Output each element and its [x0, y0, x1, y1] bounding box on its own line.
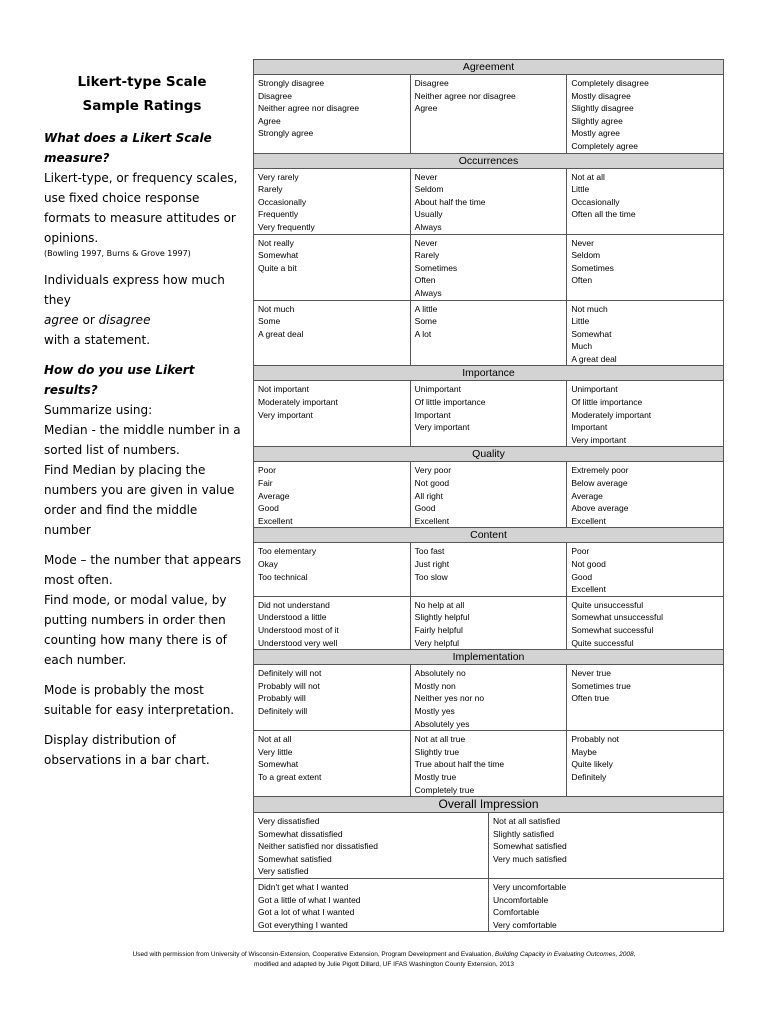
section-header: Implementation	[254, 650, 724, 665]
scale-option: To a great extent	[258, 771, 322, 782]
scale-option: Disagree	[414, 78, 449, 88]
scale-option: Somewhat satisfied	[492, 841, 567, 852]
scale-option: Okay	[258, 559, 278, 569]
scale-option: About half the time	[414, 196, 486, 207]
scale-option: Got everything I wanted	[258, 919, 348, 930]
title-line-1: Likert-type Scale	[77, 74, 207, 90]
scale-row	[254, 731, 724, 797]
scale-option: Sometimes	[571, 262, 614, 273]
scale-cell	[410, 168, 567, 234]
scale-cell	[254, 813, 489, 879]
page-title	[40, 70, 244, 118]
scale-option: Often true	[571, 693, 610, 704]
scale-option: Always	[414, 287, 442, 298]
scale-option: Absolutely no	[414, 668, 466, 679]
scale-option: Got a little of what I wanted	[258, 894, 361, 905]
scale-option: Very important	[258, 409, 313, 420]
scale-cell	[488, 813, 723, 879]
scale-option: Very little	[258, 746, 293, 757]
footer-publication: Building Capacity in Evaluating Outcomes, 2008,	[494, 951, 636, 958]
scale-cell	[567, 731, 724, 797]
scale-option: Not important	[258, 384, 310, 395]
scale-option: Not at all	[258, 734, 292, 745]
scale-option: Neither agree nor disagree	[258, 103, 360, 114]
scale-option: Too elementary	[258, 546, 317, 557]
scale-cell	[254, 596, 411, 649]
scale-option: Important	[414, 409, 451, 420]
median-instructions: Find Median by placing the numbers you are given in value order and find the middle number	[44, 463, 235, 537]
scale-option: Somewhat unsuccessful	[571, 612, 663, 623]
likert-definition: Likert-type, or frequency scales, use fixed choice response formats to measure attitudes or opinions.	[44, 171, 238, 245]
scale-option: Somewhat	[571, 328, 612, 339]
scale-option: Excellent	[414, 515, 450, 526]
scale-option: Excellent	[258, 515, 293, 526]
scale-option: Absolutely yes	[414, 718, 470, 729]
scale-row	[254, 543, 724, 596]
scale-row	[254, 879, 724, 932]
scale-option: Always	[414, 221, 442, 232]
scale-option: Below average	[571, 478, 628, 489]
median-definition: Median - the middle number in a sorted list of numbers.	[44, 423, 241, 457]
scale-cell	[254, 300, 411, 366]
scale-row	[254, 596, 724, 649]
section-header: Overall Impression	[254, 797, 724, 813]
section-header: Content	[254, 528, 724, 543]
scale-option: Somewhat dissatisfied	[258, 828, 343, 839]
scale-cell	[410, 234, 567, 300]
scale-option: Completely disagree	[571, 78, 649, 88]
scale-option: Little	[571, 316, 590, 327]
scale-option: Very important	[571, 434, 627, 445]
scale-option: Understood most of it	[258, 624, 339, 635]
scale-option: Little	[571, 184, 590, 195]
scale-option: No help at all	[414, 599, 465, 610]
scale-row	[254, 234, 724, 300]
scale-cell	[254, 462, 411, 528]
scale-option: Not much	[258, 303, 295, 314]
scale-option: Very rarely	[258, 171, 299, 182]
scale-option: Neither agree nor disagree	[414, 90, 516, 101]
scale-option: Not really	[258, 237, 294, 248]
scale-option: Fairly helpful	[414, 624, 463, 635]
scale-option: Frequently	[258, 209, 299, 220]
ratings-table	[253, 59, 724, 932]
scale-option: Never	[571, 237, 594, 248]
scale-option: Slightly helpful	[414, 612, 470, 623]
footer-permission: Used with permission from University of Wisconsin-Extension, Cooperative Extension, Program Development and Evaluation,	[132, 951, 495, 958]
scale-cell	[410, 75, 567, 154]
footer-line-2: modified and adapted by Julie Pigott Dillard, UF IFAS Washington County Extension, 2013	[254, 961, 514, 968]
scale-option: Good	[414, 503, 436, 514]
scale-option: Good	[571, 571, 593, 582]
scale-option: Never	[414, 237, 438, 248]
scale-option: A little	[414, 303, 438, 314]
disagree-word: disagree	[98, 313, 151, 327]
scale-row	[254, 665, 724, 731]
scale-option: Seldom	[571, 250, 601, 261]
scale-option: Often all the time	[571, 209, 636, 220]
mode-suitability: Mode is probably the most suitable for easy interpretation.	[44, 683, 235, 717]
scale-cell	[410, 731, 567, 797]
scale-option: Very frequently	[258, 221, 315, 232]
scale-cell	[254, 543, 411, 596]
scale-cell	[567, 75, 724, 154]
scale-option: Very helpful	[414, 637, 460, 648]
mode-instructions: Find mode, or modal value, by putting numbers in order then counting how many there is of each number.	[44, 593, 227, 667]
scale-option: Extremely poor	[571, 465, 629, 476]
agree-disagree-text	[44, 270, 244, 350]
scale-row	[254, 813, 724, 879]
scale-option: Somewhat	[258, 759, 299, 770]
mode-definition: Mode – the number that appears most often.	[44, 553, 242, 587]
agree-word: agree	[44, 313, 79, 327]
summarize-text: Summarize using:	[44, 403, 153, 417]
section-header: Occurrences	[254, 153, 724, 168]
scale-option: Not good	[414, 478, 450, 489]
sidebar	[44, 70, 244, 770]
scale-option: Mostly non	[414, 680, 456, 691]
scale-option: Neither yes nor no	[414, 693, 485, 704]
scale-option: Occasionally	[571, 196, 620, 207]
scale-option: Very much satisfied	[492, 853, 567, 864]
scale-option: Agree	[414, 103, 438, 114]
scale-option: Slightly satisfied	[492, 828, 554, 839]
scale-option: Of little importance	[571, 397, 643, 408]
scale-option: Did not understand	[258, 599, 330, 610]
scale-option: Mostly true	[414, 771, 457, 782]
scale-option: Just right	[414, 559, 450, 569]
scale-option: Not at all satisfied	[492, 816, 561, 827]
express-text: Individuals express how much they	[44, 273, 225, 307]
scale-row	[254, 300, 724, 366]
scale-option: Moderately important	[571, 409, 652, 420]
scale-option: Occasionally	[258, 196, 307, 207]
title-line-2: Sample Ratings	[82, 98, 202, 114]
scale-option: Mostly disagree	[571, 90, 631, 101]
scale-option: Poor	[258, 465, 276, 476]
scale-cell	[567, 381, 724, 447]
scale-option: Understood a little	[258, 612, 327, 623]
scale-option: Unimportant	[414, 384, 461, 395]
scale-cell	[567, 462, 724, 528]
scale-option: Slightly agree	[571, 115, 623, 126]
footer-credit	[60, 950, 708, 970]
scale-option: Strongly agree	[258, 128, 314, 139]
scale-option: Much	[571, 341, 593, 352]
citation: (Bowling 1997, Burns & Grove 1997)	[44, 249, 191, 258]
scale-cell	[567, 234, 724, 300]
scale-option: Rarely	[258, 184, 283, 195]
scale-option: Disagree	[258, 90, 293, 101]
scale-row	[254, 462, 724, 528]
scale-option: Definitely will	[258, 705, 308, 716]
scale-cell	[254, 731, 411, 797]
section-header: Quality	[254, 447, 724, 462]
scale-option: Didn't get what I wanted	[258, 882, 349, 893]
scale-option: Very satisfied	[258, 866, 309, 877]
or-word: or	[78, 313, 99, 327]
scale-cell	[488, 879, 723, 932]
scale-option: A great deal	[258, 328, 304, 339]
scale-option: Mostly agree	[571, 128, 620, 139]
scale-option: Not good	[571, 559, 606, 569]
scale-option: Comfortable	[492, 907, 540, 918]
scale-option: Somewhat	[258, 250, 299, 261]
scale-option: Very comfortable	[492, 919, 557, 930]
scale-option: Not at all	[571, 171, 605, 182]
scale-option: Of little importance	[414, 397, 486, 408]
scale-option: Too slow	[414, 571, 448, 582]
scale-option: Maybe	[571, 746, 597, 757]
scale-option: Moderately important	[258, 397, 338, 408]
scale-option: Above average	[571, 503, 629, 514]
scale-option: Often	[414, 275, 436, 286]
scale-option: Agree	[258, 115, 281, 126]
scale-option: Some	[258, 316, 281, 327]
scale-row	[254, 168, 724, 234]
footer-line-1	[60, 950, 708, 960]
scale-cell	[254, 665, 411, 731]
scale-row	[254, 381, 724, 447]
scale-option: Probably will	[258, 693, 306, 704]
scale-option: Never true	[571, 668, 611, 679]
scale-row	[254, 75, 724, 154]
scale-option: Average	[571, 490, 603, 501]
scale-option: A great deal	[571, 353, 617, 364]
display-distribution: Display distribution of observations in a bar chart.	[44, 733, 210, 767]
scale-option: Probably not	[571, 734, 620, 745]
scale-option: Quite unsuccessful	[571, 599, 644, 610]
scale-option: Too fast	[414, 546, 445, 557]
scale-option: Understood very well	[258, 637, 338, 648]
scale-option: Completely true	[414, 784, 475, 795]
scale-option: Slightly disagree	[571, 103, 634, 114]
scale-option: Uncomfortable	[492, 894, 549, 905]
scale-option: All right	[414, 490, 443, 501]
scale-option: Quite successful	[571, 637, 634, 648]
scale-cell	[254, 234, 411, 300]
scale-option: Somewhat successful	[571, 624, 654, 635]
scale-cell	[567, 543, 724, 596]
scale-option: Completely agree	[571, 140, 638, 151]
section-header: Agreement	[254, 60, 724, 75]
scale-option: Somewhat satisfied	[258, 853, 332, 864]
scale-option: Average	[258, 490, 290, 501]
scale-cell	[410, 543, 567, 596]
scale-option: Seldom	[414, 184, 444, 195]
scale-option: Never	[414, 171, 438, 182]
scale-option: Very dissatisfied	[258, 816, 320, 827]
scale-option: Quite likely	[571, 759, 613, 770]
scale-option: True about half the time	[414, 759, 505, 770]
scale-option: Definitely	[571, 771, 607, 782]
question-what-measure: What does a Likert Scale measure?	[44, 131, 212, 165]
scale-option: Poor	[571, 546, 590, 557]
scale-cell	[410, 462, 567, 528]
scale-option: Strongly disagree	[258, 78, 325, 88]
scale-option: Not at all true	[414, 734, 466, 745]
scale-cell	[410, 300, 567, 366]
scale-option: Often	[571, 275, 593, 286]
scale-option: Very uncomfortable	[492, 882, 567, 893]
scale-option: Neither satisfied nor dissatisfied	[258, 841, 379, 852]
scale-option: Very important	[414, 422, 470, 433]
scale-option: Rarely	[414, 250, 440, 261]
scale-cell	[254, 381, 411, 447]
scale-option: Good	[258, 503, 279, 514]
scale-option: Excellent	[571, 515, 606, 526]
section-header: Importance	[254, 366, 724, 381]
scale-option: Sometimes true	[571, 680, 631, 691]
scale-option: Not much	[571, 303, 608, 314]
statement-text: with a statement.	[44, 333, 151, 347]
scale-option: Sometimes	[414, 262, 458, 273]
scale-cell	[254, 879, 489, 932]
scale-option: Unimportant	[571, 384, 618, 395]
scale-cell	[567, 300, 724, 366]
scale-option: Important	[571, 422, 608, 433]
scale-option: A lot	[414, 328, 432, 339]
scale-cell	[410, 665, 567, 731]
scale-option: Got a lot of what I wanted	[258, 907, 355, 918]
scale-cell	[567, 665, 724, 731]
scale-option: Excellent	[571, 584, 606, 595]
scale-option: Mostly yes	[414, 705, 455, 716]
scale-option: Very poor	[414, 465, 452, 476]
scale-option: Slightly true	[414, 746, 460, 757]
scale-option: Probably will not	[258, 680, 320, 691]
scale-option: Quite a bit	[258, 262, 297, 273]
scale-cell	[254, 168, 411, 234]
scale-cell	[410, 596, 567, 649]
scale-option: Usually	[414, 209, 443, 220]
question-how-use: How do you use Likert results?	[44, 363, 195, 397]
scale-option: Too technical	[258, 571, 308, 582]
scale-cell	[410, 381, 567, 447]
scale-cell	[567, 596, 724, 649]
scale-option: Definitely will not	[258, 668, 322, 679]
scale-option: Fair	[258, 478, 273, 489]
scale-cell	[254, 75, 411, 154]
scale-option: Some	[414, 316, 437, 327]
scale-cell	[567, 168, 724, 234]
